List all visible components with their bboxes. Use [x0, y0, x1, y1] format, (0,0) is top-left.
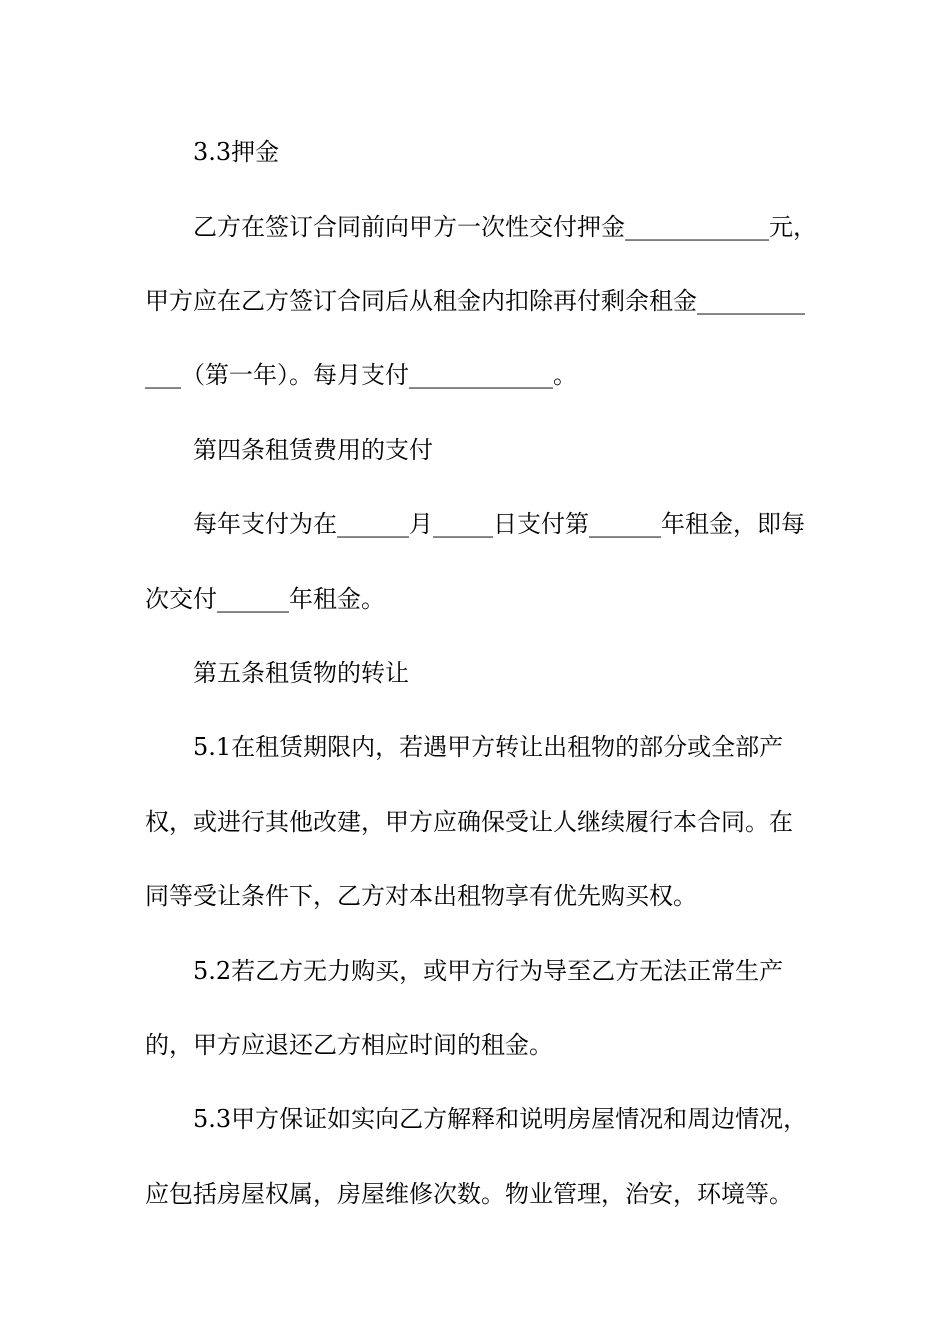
article-heading-4: 第四条租赁费用的支付	[193, 436, 433, 464]
paragraph-line: 次交付______年租金。	[145, 585, 385, 613]
paragraph-line: 5.1在租赁期限内，若遇甲方转让出租物的部分或全部产	[193, 733, 784, 761]
paragraph-line: 甲方应在乙方签订合同后从租金内扣除再付剩余租金_________	[145, 287, 805, 315]
paragraph-line: 5.2若乙方无力购买，或甲方行为导至乙方无法正常生产	[193, 957, 784, 985]
paragraph-line: 的，甲方应退还乙方相应时间的租金。	[145, 1031, 553, 1059]
paragraph-line: ___（第一年）。每月支付____________。	[145, 361, 577, 389]
paragraph-line: 权，或进行其他改建，甲方应确保受让人继续履行本合同。在	[145, 808, 793, 836]
article-heading-5: 第五条租赁物的转让	[193, 659, 409, 687]
paragraph-line: 应包括房屋权属，房屋维修次数。物业管理，治安，环境等。	[145, 1180, 793, 1208]
section-heading-3-3: 3.3押金	[193, 138, 280, 166]
paragraph-line: 每年支付为在______月_____日支付第______年租金，即每	[193, 510, 805, 538]
paragraph-line: 5.3甲方保证如实向乙方解释和说明房屋情况和周边情况，	[193, 1105, 808, 1133]
paragraph-line: 同等受让条件下，乙方对本出租物享有优先购买权。	[145, 882, 697, 910]
paragraph-line: 乙方在签订合同前向甲方一次性交付押金____________元，	[193, 213, 817, 241]
